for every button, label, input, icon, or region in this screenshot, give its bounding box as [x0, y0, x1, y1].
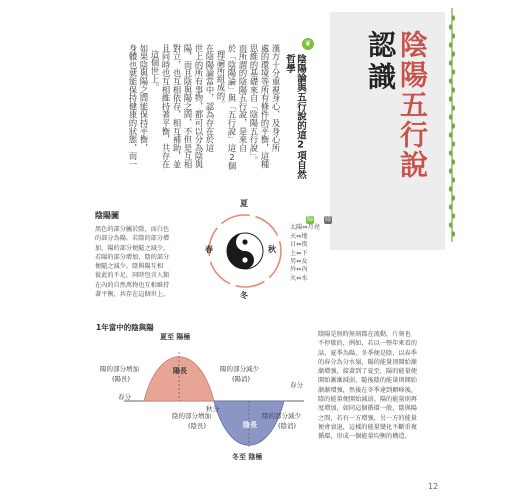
yinyang-pair: 太陽⇔月亮 — [290, 224, 320, 232]
body-text-column: 陽，而且陰與陽之間，不但是互相 — [183, 44, 193, 169]
yin-label: 陰長 — [243, 421, 257, 429]
year-desc-line: 漸漸增強，然後在冬季達到顛峰後， — [318, 386, 417, 394]
year-desc-line: 循環，形成一個能量均衡的構造。 — [318, 433, 411, 441]
body-text-column: 處的環境等所有條件的平衡，這種 — [260, 44, 270, 169]
body-text-column: 且同時也互相維持著平衡，共存在 — [161, 44, 171, 169]
season-summer: 夏 — [240, 199, 248, 208]
season-spring: 春 — [205, 245, 213, 254]
page-number: 12 — [428, 482, 439, 491]
yinyang-desc-line: 著平衡，共存在這個世上。 — [95, 291, 170, 299]
yinyang-title: 陰陽圖 — [95, 211, 119, 220]
section-heading: 陰陽論與五行說的這2項自然哲學 — [284, 54, 306, 179]
year-chart — [94, 330, 306, 476]
body-text-column: 如果陰與陽之間能保持平衡， — [139, 44, 149, 152]
yinyang-desc-line: 便隨之減少。陰與陽互相 — [95, 263, 164, 271]
yinyang-description — [95, 225, 208, 299]
year-description — [318, 330, 443, 442]
spring-equinox-right-label: 春分 — [290, 381, 303, 389]
yinyang-pair: 外⇔內 — [290, 266, 308, 274]
leaf-icon: ❦ — [302, 38, 314, 50]
yin-decrease-label: 陰的部分減少 — [262, 412, 301, 420]
page-title-line1: 認識 — [364, 30, 397, 94]
summer-solstice-label: 夏至 陽極 — [160, 333, 191, 341]
yang-decrease-label: 陽的部分減少 — [220, 365, 259, 373]
year-desc-line: 的春分為分水嶺，陽的能量則開始漸 — [318, 358, 417, 366]
year-desc-line: 度增加，如同這個循環一般，陰與陽 — [318, 405, 417, 413]
yin-badge: 陰 — [325, 216, 332, 223]
year-desc-line: 便會衰退，這樣的能量變化不斷重複 — [318, 423, 417, 431]
autumn-equinox-label: 秋分 — [206, 405, 219, 413]
yinyang-pair: 男⇔女 — [290, 258, 308, 266]
year-desc-line: 不停歇的，例如，若以一整年來看的 — [318, 340, 417, 348]
vine-decoration — [449, 8, 455, 242]
yin-increase-paren: (陰長) — [188, 422, 207, 430]
yinyang-desc-line: 在內的自然萬物也互相維持 — [95, 281, 170, 289]
body-text-column: 世上的所有事物，都可以分為陰與 — [194, 44, 204, 169]
yang-hill — [144, 357, 214, 401]
year-desc-line: 之間，若有一方增強，另一方的能量 — [318, 414, 417, 422]
body-text-column: 於「陰陽論」與「五行說」這2個 — [227, 44, 237, 171]
spring-equinox-label: 春分 — [118, 393, 131, 401]
year-desc-line: 陰的能量便開始減弱。陽的能量則再 — [318, 396, 417, 404]
yang-increase-paren: (陽長) — [112, 375, 131, 383]
body-text-column: 思維的基礎來自「陰陽五行說」。 — [249, 44, 259, 165]
yin-decrease-paren: (陰消) — [278, 422, 297, 430]
body-text-column: 理論所組成的。 — [216, 50, 226, 109]
winter-solstice-label: 冬至 陰極 — [232, 453, 263, 461]
year-chart-title: 1年當中的陰與陽 — [96, 323, 154, 332]
body-text-column: 而所謂的陰陽五行說，是來自 — [238, 44, 248, 152]
body-text-column: 這個世上。 — [150, 50, 160, 92]
yinyang-desc-line: 的部分為陽。若陰的部分增 — [95, 235, 170, 243]
yinyang-desc-line: 若陽的部分增加，陰的部分 — [95, 253, 170, 261]
year-desc-line: 陰陽是無時無刻都在流動，片刻也 — [318, 331, 411, 338]
body-text-column: 漢方十分重視身心、及身心所 — [271, 44, 281, 152]
yang-badge: 陽 — [306, 216, 314, 223]
page-title-line2: 陰陽五行說 — [396, 30, 429, 180]
yinyang-pair: 天⇔地 — [290, 232, 308, 240]
yinyang-symbol — [227, 233, 263, 269]
yinyang-pair: 上⇔下 — [290, 249, 308, 257]
yang-increase-label: 陽的部分增加 — [100, 365, 139, 373]
yinyang-desc-line: 加，陽的部分便隨之減少， — [95, 244, 170, 252]
yinyang-pair: 火⇔水 — [290, 274, 308, 282]
yang-decrease-paren: (陽消) — [232, 375, 251, 383]
season-winter: 冬 — [240, 291, 248, 300]
yinyang-desc-line: 彼此的不足，同時包含人類 — [95, 272, 170, 280]
season-autumn: 秋 — [268, 245, 276, 254]
yin-increase-label: 陰的部分增加 — [172, 412, 211, 420]
year-desc-line: 話，夏季為陽，冬季便是陰，以春季 — [318, 349, 417, 357]
yinyang-pair: 日⇔夜 — [290, 241, 308, 249]
yinyang-pair-list — [290, 216, 332, 283]
year-desc-line: 漸增強，接著到了夏至，陽的能量便 — [318, 368, 417, 376]
year-desc-line: 開始漸漸減弱，隨後陰的能量則開始 — [318, 377, 417, 385]
yinyang-desc-line: 黑色的部分屬於陰，而白色 — [95, 226, 170, 233]
yang-label: 陽長 — [173, 367, 187, 375]
body-text-column: 身體也就能保持健康的狀態，而一 — [128, 44, 138, 169]
body-text-column: 在陰陽論當中，認為存在於這 — [205, 44, 215, 152]
body-text-column: 對立，也互相依存，相互補助，並 — [172, 44, 182, 169]
